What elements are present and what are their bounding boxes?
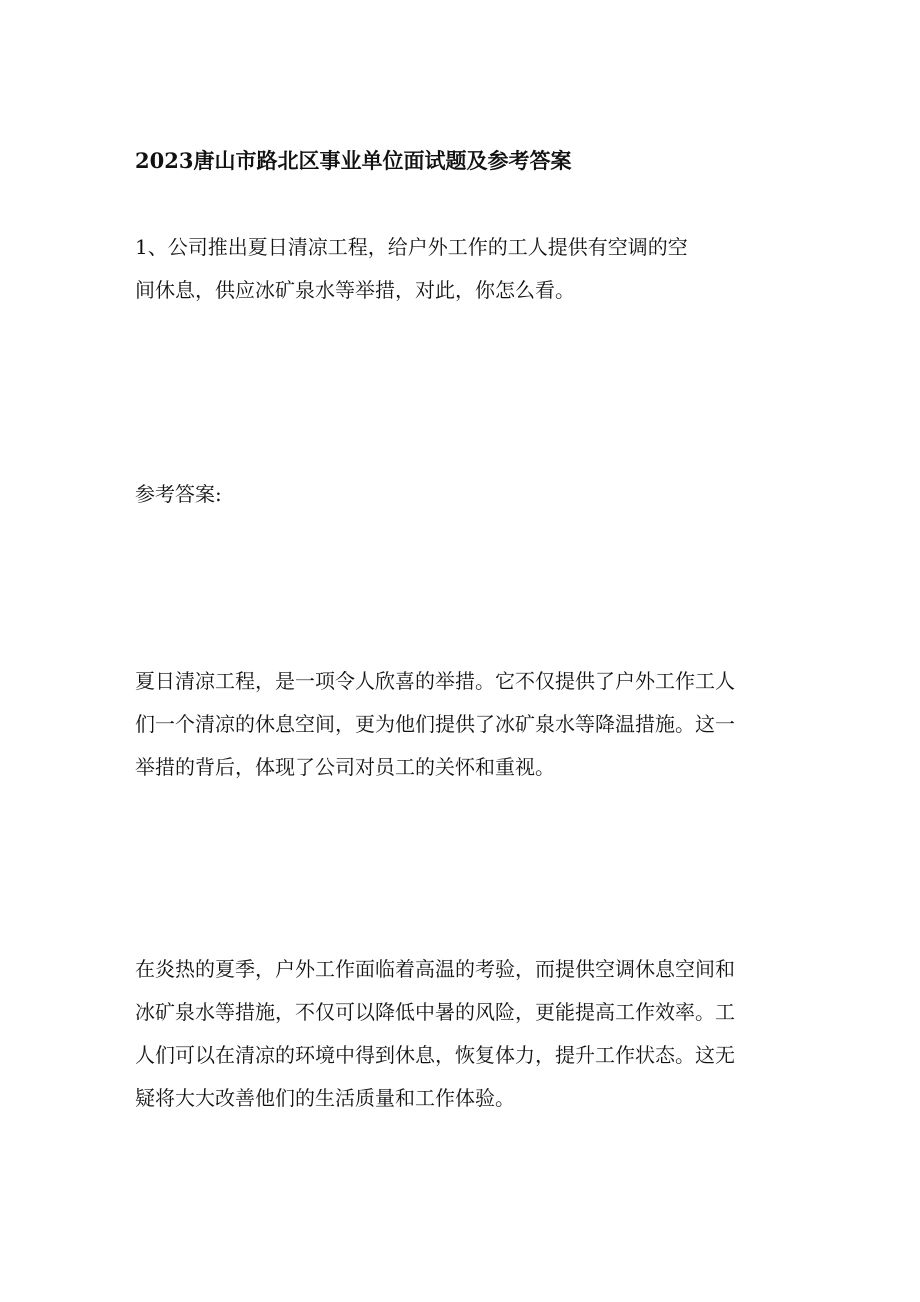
paragraph-line: 人们可以在清凉的环境中得到休息，恢复体力，提升工作状态。这无	[135, 1043, 735, 1067]
paragraph-line: 疑将大大改善他们的生活质量和工作体验。	[135, 1086, 515, 1110]
paragraph-line: 们一个清凉的休息空间，更为他们提供了冰矿泉水等降温措施。这一	[135, 712, 735, 736]
answer-paragraph-1	[135, 660, 795, 789]
question-line: 1、公司推出夏日清凉工程，给户外工作的工人提供有空调的空	[135, 235, 688, 259]
document-title: 2023唐山市路北区事业单位面试题及参考答案	[135, 148, 572, 173]
question-1	[135, 226, 735, 312]
paragraph-line: 夏日清凉工程，是一项令人欣喜的举措。它不仅提供了户外工作工人	[135, 669, 735, 693]
answer-label	[135, 473, 795, 516]
paragraph-line: 冰矿泉水等措施，不仅可以降低中暑的风险，更能提高工作效率。工	[135, 1000, 735, 1024]
paragraph-line: 举措的背后，体现了公司对员工的关怀和重视。	[135, 755, 555, 779]
answer-paragraph-2	[135, 948, 795, 1120]
question-line: 间休息，供应冰矿泉水等举措，对此，你怎么看。	[135, 278, 575, 302]
paragraph-line: 在炎热的夏季，户外工作面临着高温的考验，而提供空调休息空间和	[135, 957, 735, 981]
answer-label-text: 参考答案:	[135, 482, 222, 506]
